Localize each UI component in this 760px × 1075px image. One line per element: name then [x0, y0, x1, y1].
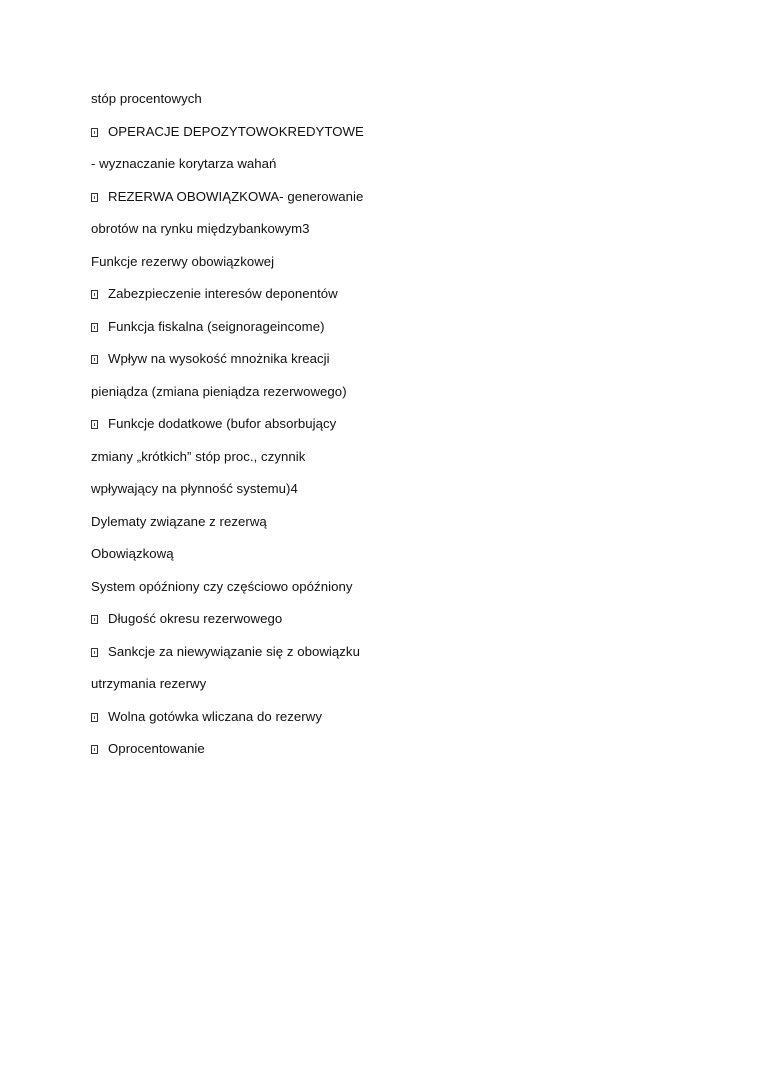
line-text: Wolna gotówka wliczana do rezerwy [108, 708, 322, 724]
line-text: Długość okresu rezerwowego [108, 611, 283, 626]
line-text: utrzymania rezerwy [91, 676, 207, 691]
line-text: pieniądza (zmiana pieniądza rezerwowego) [91, 383, 347, 399]
bullet-line [91, 186, 691, 219]
line-text: Funkcje dodatkowe (bufor absorbujący [108, 416, 337, 431]
text-line [91, 153, 691, 186]
missing-glyph-bullet-icon [91, 615, 98, 624]
line-text: - wyznaczanie korytarza wahań [91, 156, 277, 171]
bullet-line [91, 706, 691, 739]
line-text: REZERWA OBOWIĄZKOWA- generowanie [108, 188, 364, 204]
missing-glyph-bullet-icon [91, 713, 98, 722]
line-text: Dylematy związane z rezerwą [91, 513, 267, 529]
bullet-line [91, 641, 691, 674]
bullet-line [91, 608, 691, 641]
document-body [91, 88, 691, 771]
line-text: Funkcje rezerwy obowiązkowej [91, 253, 275, 269]
line-text: System opóźniony czy częściowo opóźniony [91, 578, 353, 594]
line-text: zmiany „krótkich” stóp proc., czynnik [91, 448, 306, 464]
text-line [91, 576, 691, 609]
text-line [91, 251, 691, 284]
missing-glyph-bullet-icon [91, 128, 98, 137]
line-text: stóp procentowych [91, 91, 202, 106]
missing-glyph-bullet-icon [91, 420, 98, 429]
line-text: OPERACJE DEPOZYTOWOKREDYTOWE [108, 123, 364, 139]
bullet-line [91, 316, 691, 349]
line-text: Obowiązkową [91, 546, 174, 561]
bullet-line [91, 121, 691, 154]
missing-glyph-bullet-icon [91, 355, 98, 364]
text-line [91, 511, 691, 544]
text-line [91, 543, 691, 576]
missing-glyph-bullet-icon [91, 648, 98, 657]
missing-glyph-bullet-icon [91, 290, 98, 299]
line-text: Funkcja fiskalna (seignorageincome) [108, 318, 325, 334]
line-text: Oprocentowanie [108, 741, 205, 756]
line-text: wpływający na płynność systemu)4 [91, 481, 298, 496]
missing-glyph-bullet-icon [91, 323, 98, 332]
text-line [91, 673, 691, 706]
line-text: Sankcje za niewywiązanie się z obowiązku [108, 643, 360, 659]
bullet-line [91, 348, 691, 381]
text-line [91, 218, 691, 251]
line-text: Zabezpieczenie interesów deponentów [108, 286, 338, 301]
missing-glyph-bullet-icon [91, 193, 98, 202]
text-line [91, 88, 691, 121]
bullet-line [91, 738, 691, 771]
text-line [91, 381, 691, 414]
bullet-line [91, 413, 691, 446]
text-line [91, 446, 691, 479]
line-text: Wpływ na wysokość mnożnika kreacji [108, 351, 330, 366]
missing-glyph-bullet-icon [91, 745, 98, 754]
bullet-line [91, 283, 691, 316]
text-line [91, 478, 691, 511]
line-text: obrotów na rynku międzybankowym3 [91, 221, 310, 236]
